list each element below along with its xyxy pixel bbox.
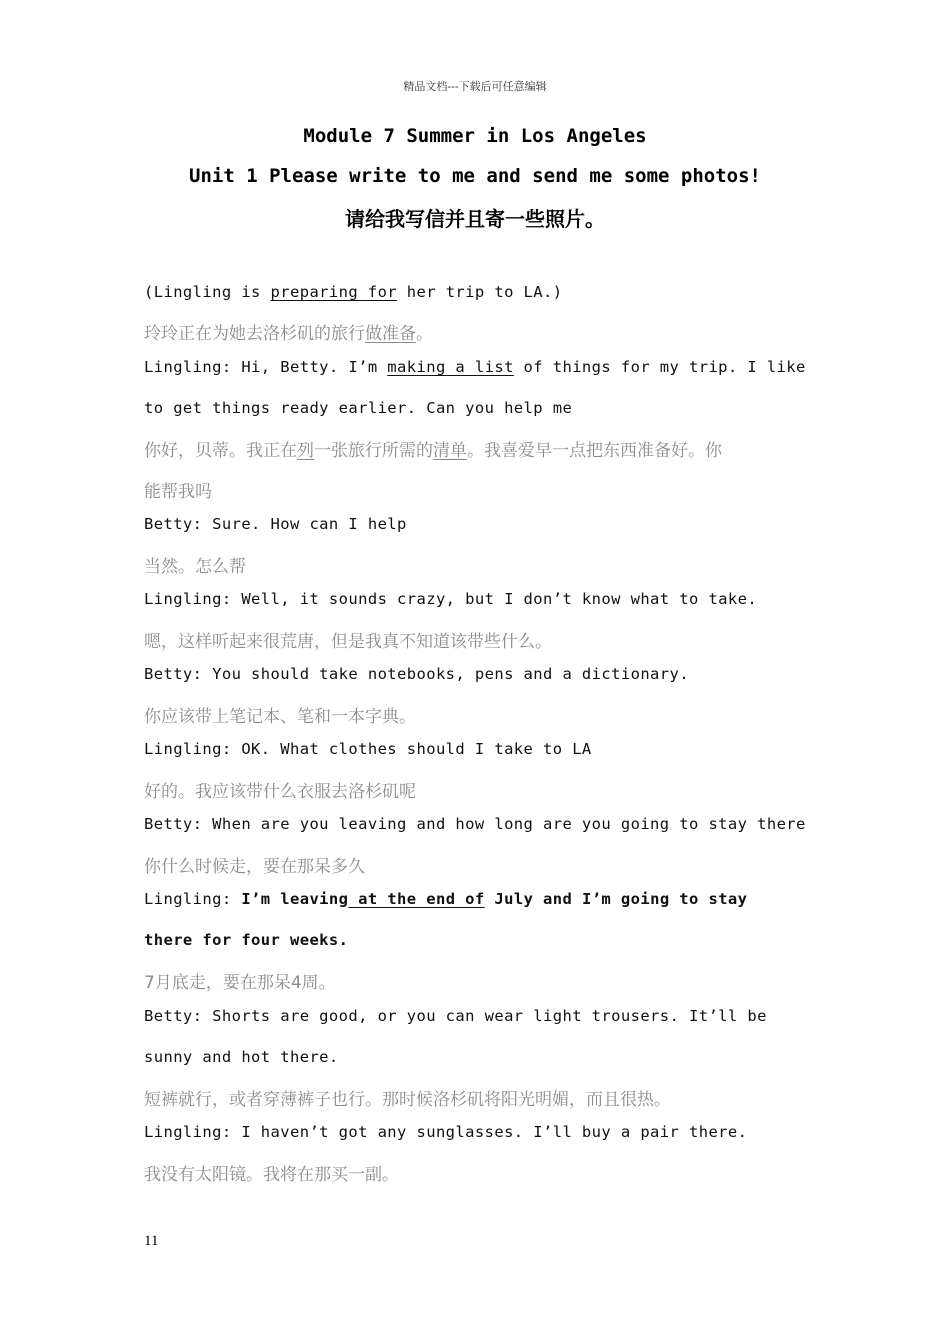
intro-cn-phrase: 做准备 bbox=[365, 324, 416, 344]
lingling-line-4-cont: there for four weeks. bbox=[144, 931, 349, 949]
lingling-line-3: Lingling: OK. What clothes should I take to LA bbox=[144, 740, 592, 758]
intro-phrase: preparing for bbox=[270, 283, 398, 301]
l4-speaker: Lingling: bbox=[144, 890, 242, 908]
l1-phrase: making a list bbox=[387, 358, 514, 376]
betty-translation-4: 短裤就行，或者穿薄裤子也行。那时候洛杉矶将阳光明媚，而且很热。 bbox=[144, 1090, 671, 1110]
betty-line-1: Betty: Sure. How can I help bbox=[144, 515, 407, 533]
intro-cn-text: 玲玲正在为她去洛杉矶的旅行 bbox=[144, 324, 365, 344]
module-title: Module 7 Summer in Los Angeles bbox=[303, 125, 647, 147]
lingling-line-1 bbox=[144, 358, 808, 376]
betty-translation-1: 当然。怎么帮 bbox=[144, 557, 246, 577]
lingling-line-1-cont: to get things ready earlier. Can you help me bbox=[144, 399, 573, 417]
intro-text-end: her trip to LA.) bbox=[397, 283, 563, 301]
intro-line bbox=[144, 283, 808, 301]
lingling-translation-1-cont: 能帮我吗 bbox=[144, 482, 212, 502]
l1-text-end: of things for my trip. I like bbox=[513, 358, 806, 376]
betty-line-2: Betty: You should take notebooks, pens and a dictionary. bbox=[144, 665, 689, 683]
lingling-line-2: Lingling: Well, it sounds crazy, but I don’t know what to take. bbox=[144, 590, 758, 608]
lingling-line-5: Lingling: I haven’t got any sunglasses. I’ll buy a pair there. bbox=[144, 1123, 748, 1141]
intro-cn-end: 。 bbox=[416, 324, 433, 344]
lingling-translation-3: 好的。我应该带什么衣服去洛杉矶呢 bbox=[144, 782, 416, 802]
l1-cn-phrase: 清单 bbox=[433, 441, 467, 461]
chinese-title: 请给我写信并且寄一些照片。 bbox=[345, 207, 605, 231]
lingling-translation-1 bbox=[144, 436, 808, 461]
l1-cn-part: 。我喜爱早一点把东西准备好。你 bbox=[467, 441, 722, 461]
lingling-line-4 bbox=[144, 890, 808, 908]
intro-translation bbox=[144, 319, 808, 344]
betty-translation-2: 你应该带上笔记本、笔和一本字典。 bbox=[144, 707, 416, 727]
lingling-translation-5: 我没有太阳镜。我将在那买一副。 bbox=[144, 1165, 399, 1185]
l1-cn-part: 一张旅行所需的 bbox=[314, 441, 433, 461]
l4-bold-text: I’m leaving bbox=[241, 890, 349, 908]
lingling-translation-4: 7月底走，要在那呆4周。 bbox=[144, 973, 336, 993]
page-number: 11 bbox=[144, 1233, 159, 1249]
l4-phrase: at the end of bbox=[348, 890, 485, 908]
lingling-translation-2: 嗯，这样听起来很荒唐，但是我真不知道该带些什么。 bbox=[144, 632, 552, 652]
header-note: 精品文档---下载后可任意编辑 bbox=[403, 80, 547, 93]
betty-translation-3: 你什么时候走，要在那呆多久 bbox=[144, 857, 365, 877]
betty-line-4-cont: sunny and hot there. bbox=[144, 1048, 339, 1066]
unit-title: Unit 1 Please write to me and send me some photos! bbox=[189, 165, 761, 187]
l1-cn-phrase: 列 bbox=[297, 441, 314, 461]
l1-cn-part: 你好，贝蒂。我正在 bbox=[144, 441, 297, 461]
l1-text: Lingling: Hi, Betty. I’m bbox=[144, 358, 388, 376]
intro-text: (Lingling is bbox=[144, 283, 271, 301]
l4-bold-text-end: July and I’m going to stay bbox=[484, 890, 748, 908]
betty-line-3: Betty: When are you leaving and how long are you going to stay there bbox=[144, 815, 806, 833]
betty-line-4: Betty: Shorts are good, or you can wear light trousers. It’ll be bbox=[144, 1007, 767, 1025]
